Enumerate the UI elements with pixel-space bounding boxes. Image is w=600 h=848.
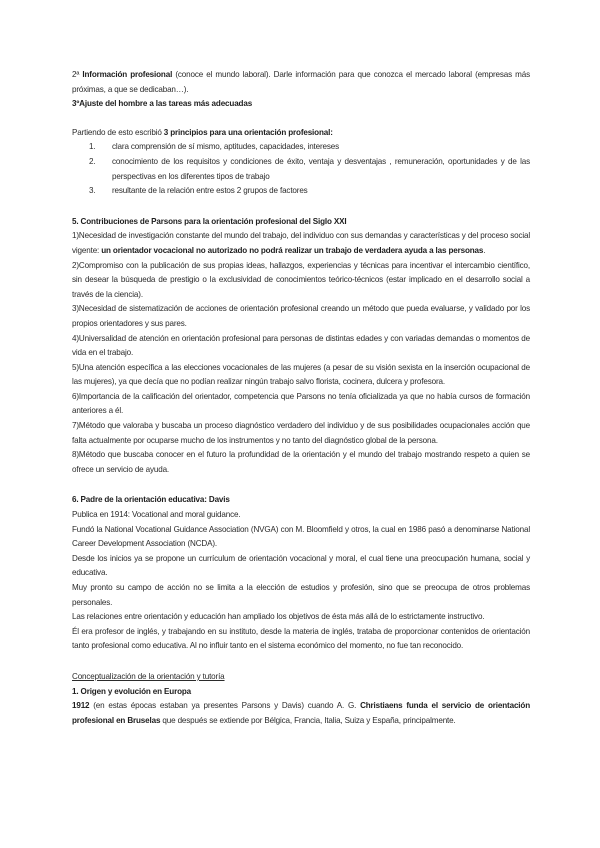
section6-title (72, 493, 530, 508)
list-number: 1. (89, 142, 96, 152)
contribution-2: 2)Compromiso con la publicación de sus propias ideas, hallazgos, experiencias y técnicas para incentivar el intercambio científico, sin desear la búsqueda de prestigio o la exclusividad de conocimientos teórico-técnicos (estar implicado en el desarrollo social a través de la ciencia). (72, 260, 530, 299)
ajuste-heading (72, 97, 530, 112)
davis-paragraph-5: Las relaciones entre orientación y educación han ampliado los objetivos de ésta más allá de lo estrictamente instructivo. (72, 612, 485, 622)
list-item (72, 155, 530, 184)
contribution-8: 8)Método que buscaba conocer en el futuro la profundidad de la orientación y el mundo del trabajo mostrando respeto a quien se ofrece un servicio de ayuda. (72, 450, 530, 474)
item-number: 2ª (72, 70, 80, 79)
principles-list (72, 140, 530, 198)
concept-heading (72, 670, 530, 685)
contribution-1-bold: un orientador vocacional no autorizado no podrá realizar un trabajo de verdadera ayuda a las personas (101, 245, 484, 255)
section5-title (72, 215, 530, 230)
concept-heading-text: Conceptualización de la orientación y tutoría (72, 671, 225, 681)
contribution-4: 4)Universalidad de atención en orientación profesional para personas de distintas edades y con variadas demandas o momentos de vida en el trabajo. (72, 333, 530, 358)
origin-subheading (72, 685, 530, 700)
contribution-6: 6)Importancia de la calificación del orientador, competencia que Parsons no tenía oficializada ya que no había cursos de formación anteriores a él. (72, 391, 530, 416)
origin-year: 1912 (72, 701, 90, 711)
origin-paragraph (72, 699, 530, 728)
info-profesional-term: Información profesional (82, 70, 173, 79)
principles-lead (72, 126, 530, 141)
list-text: resultante de la relación entre estos 2 grupos de factores (112, 186, 308, 196)
principles-lead-bold: 3 principios para una orientación profesional: (163, 127, 333, 137)
origin-text-a: (en estas épocas estaban ya presentes Parsons y Davis) cuando A. G. (89, 701, 361, 711)
ajuste-heading-text: 3ºAjuste del hombre a las tareas más adecuadas (72, 99, 253, 109)
davis-paragraph-3: Desde los inicios ya se propone un currículum de orientación vocacional y moral, el cual tiene una preocupación humana, social y educativa. (72, 553, 530, 578)
davis-paragraph-4: Muy pronto su campo de acción no se limita a la elección de estudios y profesión, sino que se preocupa de otros problemas personales. (72, 583, 530, 607)
contribution-1-text: 1)Necesidad de investigación constante del mundo del trabajo, del individuo con sus demandas y características y del proceso social vigente: (72, 231, 530, 255)
document-page (72, 68, 530, 728)
principles-lead-text: Partiendo de esto escribió (72, 127, 164, 137)
info-profesional-text: (conoce el mundo laboral). Darle información para que conozca el mercado laboral (empresas más próximas, a que se dedicaban…). (72, 70, 530, 94)
info-profesional-paragraph (72, 68, 530, 97)
list-text: clara comprensión de sí mismo, aptitudes, capacidades, intereses (112, 142, 340, 152)
contribution-3: 3)Necesidad de sistematización de acciones de orientación profesional creando un método que pueda evaluarse, y validado por los propios orientadores y sus pares. (72, 304, 530, 328)
davis-paragraph-1: Publica en 1914: Vocational and moral guidance. (72, 510, 241, 520)
contribution-7: 7)Método que valoraba y buscaba un proceso diagnóstico verdadero del individuo y de sus posibilidades ocupacionales acción que falta actualmente por ocuparse mucho de los instrumentos y no tanto del diagnóstico global de la persona. (72, 421, 530, 445)
list-item (72, 140, 530, 155)
list-number: 3. (89, 186, 96, 196)
list-number: 2. (89, 156, 96, 166)
section5-title-text: 5. Contribuciones de Parsons para la orientación profesional del Siglo XXI (72, 216, 347, 226)
list-text: conocimiento de los requisitos y condiciones de éxito, ventaja y desventajas , remuneración, oportunidades y de las perspectivas en los diferentes tipos de trabajo (112, 156, 530, 181)
contribution-1 (72, 229, 530, 258)
davis-paragraph-2: Fundó la National Vocational Guidance Association (NVGA) con M. Bloomfield y otros, la cual en 1986 pasó a denominarse National Career Development Association (NCDA). (72, 524, 530, 549)
davis-paragraph-6: Él era profesor de inglés, y trabajando en su instituto, desde la materia de inglés, trataba de proporcionar contenidos de orientación tanto profesional como educativa. Al no influir tanto en el sistema económico del momento, no fue tan reconocido. (72, 626, 530, 651)
contribution-5: 5)Una atención específica a las elecciones vocacionales de las mujeres (a pesar de su visión sexista en la inserción ocupacional de las mujeres), ya que decía que no podían realizar ningún trabajo salvo florista, cocinera, dulcera y profesora. (72, 362, 530, 387)
section6-title-text: 6. Padre de la orientación educativa: Davis (72, 495, 230, 505)
contribution-1-end: . (483, 245, 486, 255)
origin-text-b: que después se extiende por Bélgica, Francia, Italia, Suiza y España, principalmente. (160, 715, 456, 725)
origin-subheading-text: 1. Origen y evolución en Europa (72, 686, 192, 696)
list-item (72, 184, 530, 199)
origin-bold: Christiaens funda el servicio de orientación profesional en Bruselas (72, 701, 530, 725)
